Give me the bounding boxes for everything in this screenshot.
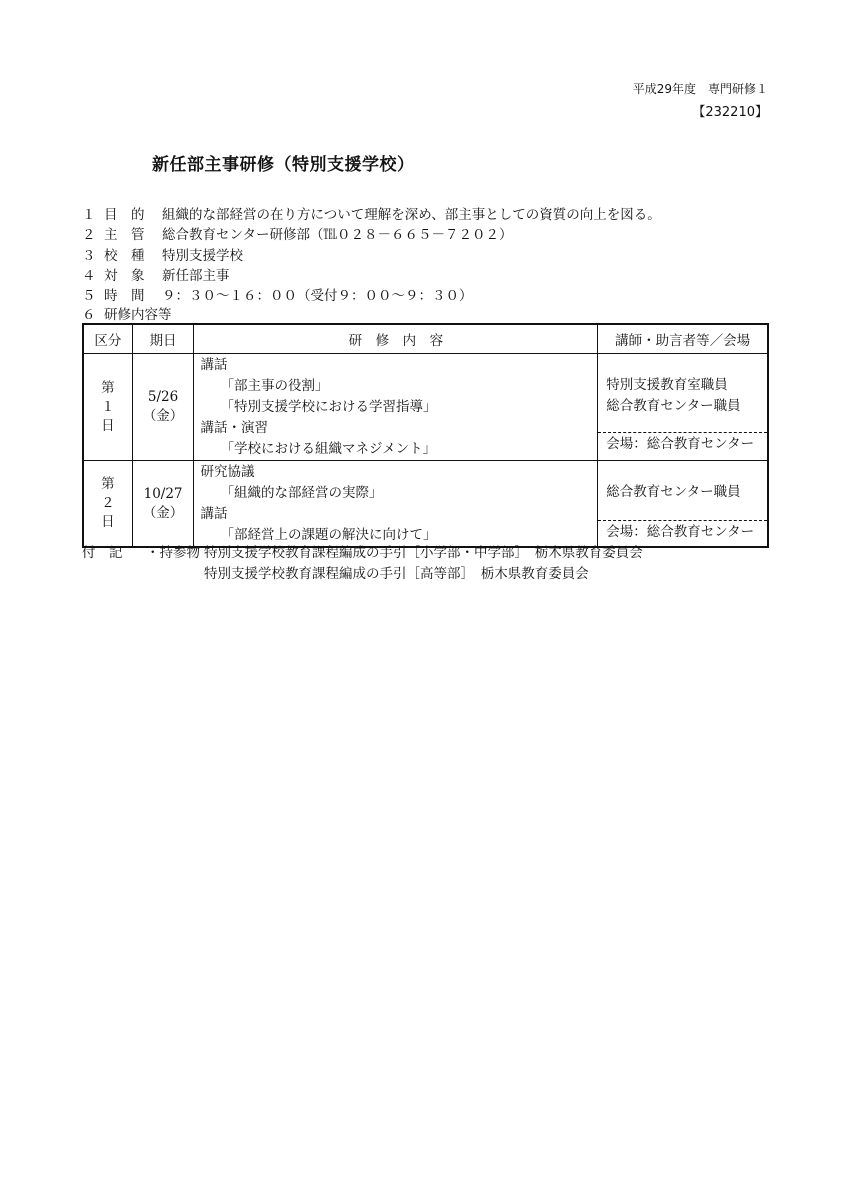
item-target	[82, 264, 230, 284]
item-contents-heading	[82, 303, 172, 323]
notes-label: 付 記	[82, 545, 123, 561]
venue: 会場：総合教育センター	[598, 520, 767, 543]
header-content: 研 修 内 容	[194, 324, 598, 354]
item-number: ４	[82, 268, 96, 284]
session-content	[194, 461, 598, 548]
schedule-table	[82, 323, 769, 548]
item-label: 時 間	[104, 288, 145, 304]
notes-section	[82, 543, 643, 585]
kubun-char: 第	[101, 476, 115, 492]
content-line: 講話	[200, 506, 228, 522]
notes-line: 特別支援学校教育課程編成の手引［小学部・中学部］ 栃木県教育委員会	[204, 545, 643, 561]
session-lecturers	[598, 461, 768, 548]
item-number: ２	[82, 227, 96, 243]
item-number: ６	[82, 307, 96, 323]
content-line: 「特別支援学校における学習指導」	[220, 399, 437, 415]
item-organizer	[82, 223, 512, 243]
session-kubun	[83, 461, 132, 548]
table-row	[83, 354, 768, 461]
item-number: ３	[82, 248, 96, 264]
item-value: 特別支援学校	[162, 248, 243, 264]
header-kubun: 区分	[83, 324, 132, 354]
content-line: 「学校における組織マネジメント」	[220, 441, 437, 457]
content-line: 「組織的な部経営の実際」	[220, 485, 383, 501]
item-value: 新任部主事	[162, 268, 230, 284]
item-label: 校 種	[104, 248, 145, 264]
lecturer: 特別支援教育室職員	[606, 376, 728, 393]
item-time	[82, 284, 473, 304]
session-date	[132, 354, 194, 461]
item-school-type	[82, 244, 243, 264]
session-kubun	[83, 354, 132, 461]
item-value: 組織的な部経営の在り方について理解を深め、部主事としての資質の向上を図る。	[162, 207, 661, 223]
date-weekday: （金）	[142, 408, 184, 424]
content-line: 研究協議	[200, 464, 255, 480]
header-lecturer: 講師・助言者等／会場	[598, 324, 768, 354]
item-label: 目 的	[104, 207, 145, 223]
date-weekday: （金）	[142, 504, 184, 521]
page-title: 新任部主事研修（特別支援学校）	[152, 155, 415, 175]
venue: 会場：総合教育センター	[598, 432, 767, 455]
header-date: 期日	[132, 324, 194, 354]
notes-sublabel: ・持参物	[146, 545, 200, 561]
date-value: 10/27	[143, 485, 183, 502]
session-lecturers	[598, 354, 768, 461]
lecturer: 総合教育センター職員	[606, 397, 741, 414]
item-label: 主 管	[104, 227, 145, 243]
fiscal-year-label: 平成29年度 専門研修１	[632, 82, 768, 96]
content-line: 「部主事の役割」	[220, 378, 329, 394]
kubun-char: ２	[101, 495, 115, 511]
kubun-char: 日	[101, 514, 115, 530]
item-value: ９：３０～１６：００（受付９：００～９：３０）	[162, 288, 473, 304]
notes-line: 特別支援学校教育課程編成の手引［高等部］ 栃木県教育委員会	[204, 566, 589, 582]
item-label: 対 象	[104, 268, 145, 284]
date-value: 5/26	[147, 389, 179, 405]
session-date	[132, 461, 194, 548]
table-header-row	[83, 324, 768, 354]
kubun-char: 第	[101, 379, 115, 396]
item-label: 研修内容等	[104, 307, 172, 323]
item-purpose	[82, 203, 661, 223]
session-content	[194, 354, 598, 461]
table-row	[83, 461, 768, 548]
content-line: 講話・演習	[200, 420, 268, 436]
content-line: 講話	[200, 357, 228, 373]
item-number: ５	[82, 288, 96, 304]
kubun-char: 日	[101, 417, 115, 434]
content-line: 「部経営上の課題の解決に向けて」	[220, 527, 437, 543]
item-number: １	[82, 207, 96, 223]
lecturer: 総合教育センター職員	[606, 483, 741, 500]
kubun-char: １	[101, 398, 115, 415]
item-value: 総合教育センター研修部（℡０２８－６６５－７２０２）	[162, 227, 513, 243]
course-code: 【232210】	[692, 105, 768, 120]
